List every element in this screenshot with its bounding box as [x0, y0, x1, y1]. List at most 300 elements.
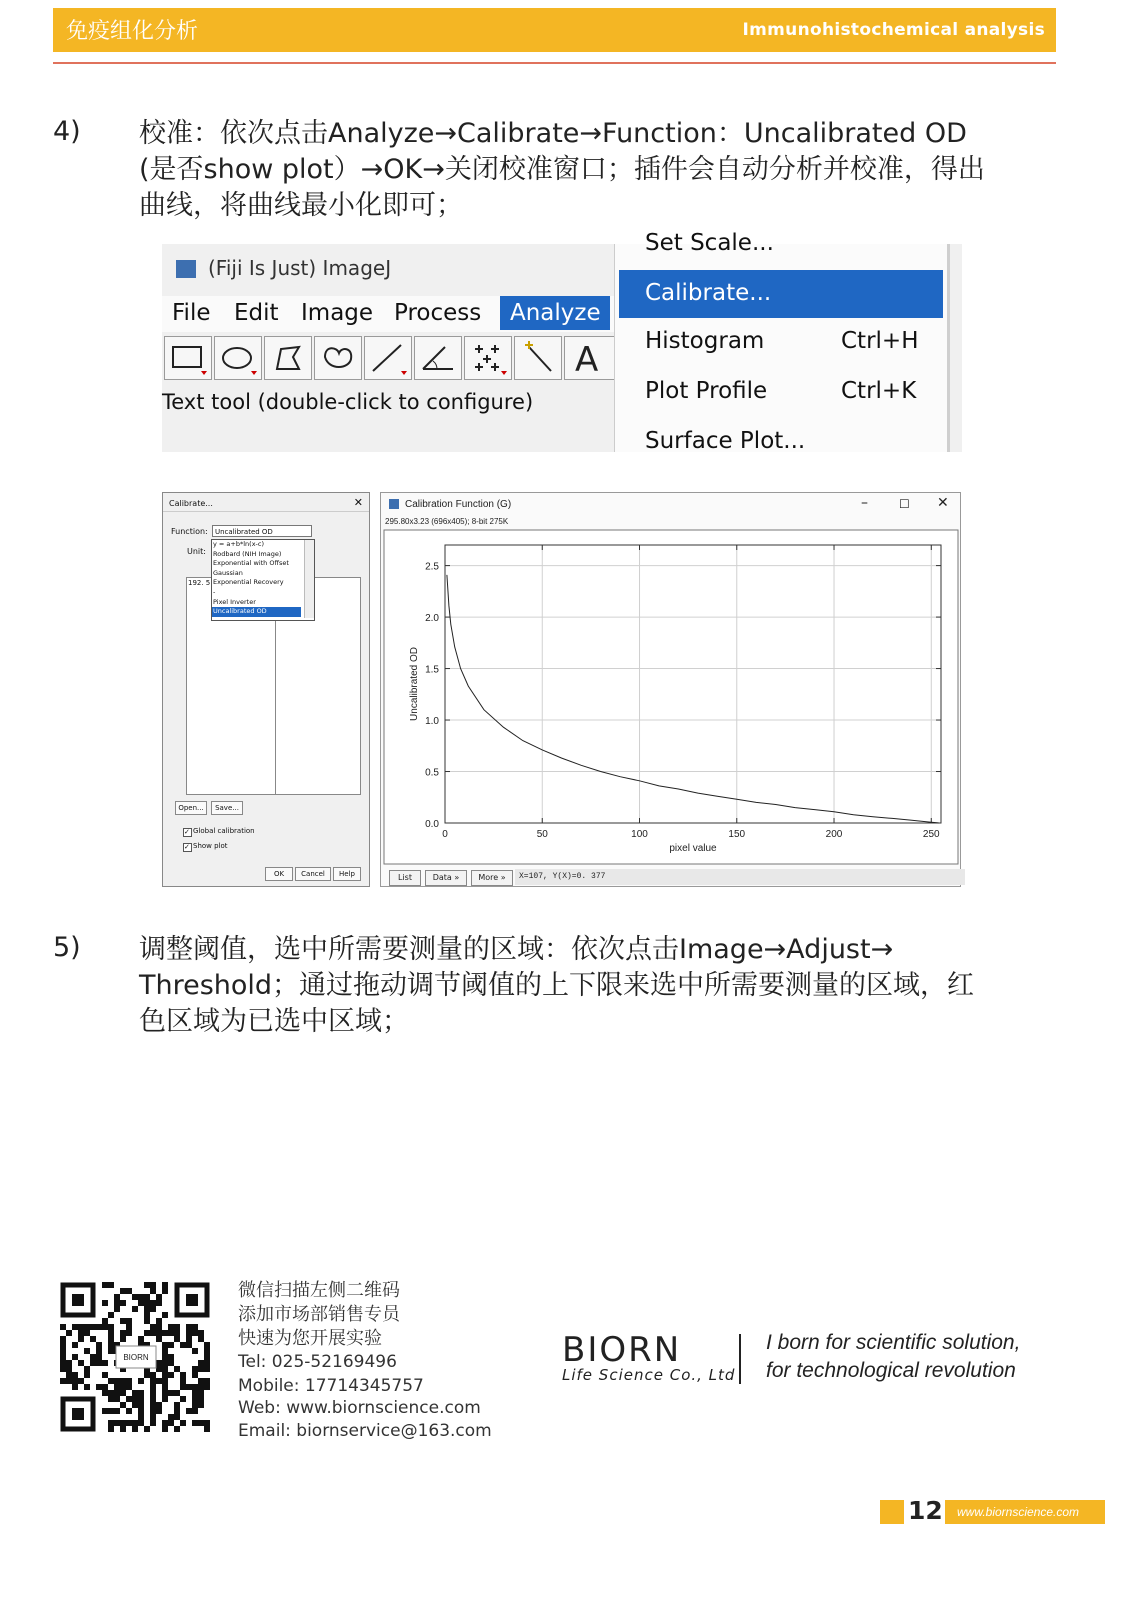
qr-module	[108, 1426, 114, 1432]
qr-module	[156, 1336, 162, 1342]
qr-module	[192, 1396, 198, 1402]
brand-subtitle: Life Science Co., Ltd	[562, 1366, 736, 1384]
qr-module	[72, 1324, 78, 1330]
list-scrollbar[interactable]	[304, 540, 314, 618]
qr-module	[126, 1318, 132, 1324]
qr-module	[156, 1378, 162, 1384]
qr-module	[78, 1330, 84, 1336]
minimize-icon[interactable]: –	[861, 495, 868, 511]
qr-module	[150, 1324, 156, 1330]
menu-item-set-scale[interactable]: Set Scale...	[645, 230, 774, 256]
qr-module	[174, 1336, 180, 1342]
wechat-qr-code-icon	[60, 1282, 210, 1432]
qr-module	[108, 1378, 114, 1384]
qr-module	[186, 1342, 192, 1348]
qr-module	[132, 1426, 138, 1432]
qr-module	[192, 1390, 198, 1396]
qr-module	[180, 1378, 186, 1384]
qr-module	[168, 1372, 174, 1378]
qr-module	[108, 1330, 114, 1336]
qr-module	[60, 1324, 66, 1330]
footer-tel: Tel: 025-52169496	[238, 1352, 397, 1372]
qr-module	[66, 1366, 72, 1372]
qr-module	[84, 1330, 90, 1336]
qr-module	[114, 1396, 120, 1402]
histogram-shortcut: Ctrl+H	[841, 328, 919, 354]
qr-module	[126, 1420, 132, 1426]
qr-module	[204, 1420, 210, 1426]
qr-module	[150, 1420, 156, 1426]
qr-module	[156, 1366, 162, 1372]
qr-module	[102, 1282, 108, 1288]
qr-module	[162, 1426, 168, 1432]
qr-module	[138, 1378, 144, 1384]
page-number-accent	[880, 1500, 904, 1524]
qr-module	[192, 1408, 198, 1414]
qr-module	[156, 1318, 162, 1324]
qr-module	[156, 1360, 162, 1366]
qr-module	[168, 1390, 174, 1396]
qr-module	[60, 1366, 66, 1372]
calibration-window-title: Calibration Function (G)	[405, 499, 512, 510]
qr-module	[162, 1360, 168, 1366]
footer-mobile: Mobile: 17714345757	[238, 1376, 424, 1396]
qr-module	[120, 1420, 126, 1426]
cancel-button[interactable]: Cancel	[295, 867, 331, 881]
qr-module	[60, 1354, 66, 1360]
list-item[interactable]: Gaussian	[213, 568, 243, 577]
qr-module	[96, 1324, 102, 1330]
qr-module	[150, 1408, 156, 1414]
qr-module	[150, 1384, 156, 1390]
imagej-window-title: (Fiji Is Just) ImageJ	[208, 256, 392, 280]
qr-module	[108, 1324, 114, 1330]
qr-module	[186, 1330, 192, 1336]
qr-module	[126, 1324, 132, 1330]
qr-module	[120, 1288, 126, 1294]
open-button[interactable]: Open...	[175, 801, 207, 815]
show-plot-label: Show plot	[193, 842, 228, 850]
textarea-value: 192. 5	[188, 579, 211, 587]
qr-module	[132, 1294, 138, 1300]
menu-image[interactable]: Image	[301, 300, 374, 326]
list-item[interactable]: Pixel Inverter	[213, 597, 256, 606]
qr-module	[186, 1324, 192, 1330]
qr-module	[102, 1324, 108, 1330]
qr-module	[162, 1420, 168, 1426]
qr-module	[156, 1300, 162, 1306]
qr-module	[168, 1330, 174, 1336]
footer-email: Email: biornservice@163.com	[238, 1421, 492, 1441]
menu-item-histogram[interactable]: Histogram	[645, 328, 765, 354]
qr-module	[114, 1300, 120, 1306]
y-tick-label: 2.5	[425, 561, 439, 573]
qr-module	[108, 1342, 114, 1348]
qr-module	[168, 1360, 174, 1366]
qr-module	[174, 1366, 180, 1372]
qr-module	[102, 1384, 108, 1390]
header-title-cn: 免疫组化分析	[66, 19, 199, 44]
qr-module	[84, 1348, 90, 1354]
qr-module	[168, 1414, 174, 1420]
qr-module	[162, 1354, 168, 1360]
qr-module	[174, 1426, 180, 1432]
unit-label: Unit:	[187, 547, 206, 556]
qr-module	[144, 1372, 150, 1378]
qr-module	[192, 1324, 198, 1330]
qr-module	[144, 1282, 150, 1288]
qr-module	[204, 1384, 210, 1390]
imagej-screenshot	[162, 230, 962, 454]
qr-module	[90, 1324, 96, 1330]
imagej-status-bar: Text tool (double-click to configure)	[162, 390, 534, 414]
qr-module	[204, 1426, 210, 1432]
qr-module	[162, 1342, 168, 1348]
step-4-line-1: 校准：依次点击Analyze→Calibrate→Function：Uncalibrated OD	[139, 118, 967, 149]
maximize-icon[interactable]: ☐	[899, 497, 910, 511]
qr-module	[198, 1360, 204, 1366]
ok-button[interactable]: OK	[265, 867, 293, 881]
list-item[interactable]: Rodbard (NIH Image)	[213, 549, 282, 558]
y-tick-label: 1.5	[425, 664, 439, 676]
qr-module	[198, 1378, 204, 1384]
qr-module	[126, 1330, 132, 1336]
qr-module	[138, 1336, 144, 1342]
qr-module	[132, 1420, 138, 1426]
qr-module	[114, 1378, 120, 1384]
qr-module	[162, 1396, 168, 1402]
qr-module	[126, 1378, 132, 1384]
footer-web: Web: www.biornscience.com	[238, 1398, 481, 1418]
qr-module	[198, 1384, 204, 1390]
qr-module	[162, 1312, 168, 1318]
qr-module	[102, 1408, 108, 1414]
line-tool-icon[interactable]	[364, 336, 412, 380]
oval-tool-icon[interactable]	[214, 336, 262, 380]
qr-module	[60, 1342, 66, 1348]
qr-module	[78, 1378, 84, 1384]
function-label: Function:	[171, 527, 208, 536]
qr-module	[204, 1342, 210, 1348]
qr-module	[132, 1396, 138, 1402]
function-select[interactable]: Uncalibrated OD	[212, 525, 312, 537]
qr-module	[108, 1396, 114, 1402]
qr-module	[102, 1360, 108, 1366]
qr-module	[162, 1384, 168, 1390]
qr-module	[162, 1288, 168, 1294]
step-5-number: 5)	[53, 932, 81, 963]
close-icon[interactable]: ✕	[937, 495, 949, 511]
qr-module	[150, 1402, 156, 1408]
qr-module	[198, 1366, 204, 1372]
qr-module	[114, 1306, 120, 1312]
qr-module	[90, 1360, 96, 1366]
calibration-plot	[383, 529, 959, 865]
save-button[interactable]: Save...	[211, 801, 243, 815]
list-button[interactable]: List	[389, 870, 421, 886]
qr-module	[132, 1390, 138, 1396]
qr-module	[108, 1336, 114, 1342]
qr-module	[192, 1420, 198, 1426]
qr-module	[144, 1318, 150, 1324]
brand-divider	[739, 1334, 741, 1384]
step-5-text	[139, 932, 1059, 1040]
qr-module	[114, 1390, 120, 1396]
qr-module	[198, 1336, 204, 1342]
qr-module	[150, 1396, 156, 1402]
qr-module	[132, 1402, 138, 1408]
qr-module	[60, 1348, 66, 1354]
qr-module	[102, 1390, 108, 1396]
page-website: www.biornscience.com	[945, 1500, 1105, 1524]
brand-logo: BIORN	[562, 1330, 682, 1370]
close-icon[interactable]: ✕	[353, 496, 363, 509]
qr-module	[204, 1360, 210, 1366]
qr-module	[126, 1384, 132, 1390]
qr-module	[102, 1318, 108, 1324]
qr-module	[84, 1372, 90, 1378]
qr-module	[102, 1300, 108, 1306]
qr-module	[72, 1378, 78, 1384]
qr-module	[186, 1408, 192, 1414]
global-calibration-checkbox[interactable]: ✓	[183, 828, 192, 837]
qr-module	[120, 1336, 126, 1342]
qr-module	[84, 1384, 90, 1390]
list-item[interactable]: y = a+b*ln(x-c)	[213, 540, 264, 548]
qr-module	[102, 1372, 108, 1378]
step-4-line-3: 曲线，将曲线最小化即可；	[139, 190, 463, 221]
qr-module	[144, 1306, 150, 1312]
menu-item-plot-profile[interactable]: Plot Profile	[645, 378, 768, 404]
qr-module	[108, 1390, 114, 1396]
more-button[interactable]: More »	[471, 870, 513, 886]
polygon-tool-icon[interactable]	[264, 336, 312, 380]
menu-process[interactable]: Process	[394, 300, 482, 326]
qr-module	[174, 1408, 180, 1414]
footer-cn-line-2: 添加市场部销售专员	[238, 1304, 400, 1325]
step-5-line-1: 调整阈值，选中所需要测量的区域：依次点击Image→Adjust→	[139, 934, 894, 965]
qr-module	[96, 1384, 102, 1390]
menu-file[interactable]: File	[172, 300, 211, 326]
qr-module	[204, 1348, 210, 1354]
qr-module	[156, 1330, 162, 1336]
qr-module	[162, 1366, 168, 1372]
qr-module	[126, 1396, 132, 1402]
qr-module	[150, 1288, 156, 1294]
fiji-icon	[176, 260, 196, 278]
qr-module	[108, 1408, 114, 1414]
qr-module	[120, 1384, 126, 1390]
qr-module	[192, 1348, 198, 1354]
qr-module	[180, 1384, 186, 1390]
x-tick-label: 50	[536, 829, 548, 840]
step-5-line-2: Threshold；通过拖动调节阈值的上下限来选中所需要测量的区域，红	[139, 970, 975, 1001]
calibrate-dialog-title: Calibrate...	[169, 499, 213, 508]
qr-module	[162, 1378, 168, 1384]
title-divider	[163, 511, 369, 512]
qr-module	[96, 1348, 102, 1354]
qr-logo-text: BIORN	[123, 1353, 149, 1362]
qr-module	[192, 1372, 198, 1378]
angle-tool-icon[interactable]	[414, 336, 462, 380]
y-tick-label: 0.5	[425, 767, 439, 779]
list-item[interactable]: Exponential Recovery	[213, 578, 284, 587]
qr-module	[156, 1324, 162, 1330]
calibrate-dialog	[162, 492, 370, 887]
qr-module	[162, 1348, 168, 1354]
help-button[interactable]: Help	[333, 867, 361, 881]
qr-module	[180, 1342, 186, 1348]
qr-module	[156, 1408, 162, 1414]
qr-module	[174, 1324, 180, 1330]
qr-module	[198, 1390, 204, 1396]
qr-module	[78, 1324, 84, 1330]
qr-module	[168, 1324, 174, 1330]
qr-module	[132, 1306, 138, 1312]
qr-module	[66, 1378, 72, 1384]
qr-module	[90, 1354, 96, 1360]
qr-module	[168, 1354, 174, 1360]
plot-profile-shortcut: Ctrl+K	[841, 378, 917, 404]
cursor-readout: X=107, Y(X)=0. 377	[515, 869, 965, 885]
qr-module	[168, 1342, 174, 1348]
wand-tool-icon[interactable]	[514, 336, 562, 380]
qr-module	[72, 1354, 78, 1360]
step-4-line-2: (是否show plot）→OK→关闭校准窗口；插件会自动分析并校准，得出	[139, 154, 985, 185]
qr-module	[180, 1396, 186, 1402]
menu-edit[interactable]: Edit	[234, 300, 279, 326]
qr-module	[114, 1408, 120, 1414]
page-number: 12	[908, 1496, 943, 1525]
qr-module	[180, 1372, 186, 1378]
qr-module	[174, 1402, 180, 1408]
menu-analyze[interactable]: Analyze	[500, 296, 610, 330]
qr-module	[150, 1330, 156, 1336]
qr-module	[78, 1360, 84, 1366]
step-5-line-3: 色区域为已选中区域；	[139, 1006, 409, 1037]
qr-module	[108, 1420, 114, 1426]
qr-module	[174, 1414, 180, 1420]
fiji-icon	[389, 499, 399, 509]
qr-module	[180, 1420, 186, 1426]
menu-item-surface-plot[interactable]: Surface Plot...	[645, 428, 806, 454]
x-tick-label: 250	[922, 829, 940, 840]
qr-module	[204, 1366, 210, 1372]
footer-cn-line-3: 快速为您开展实验	[238, 1328, 382, 1349]
header-title-en: Immunohistochemical analysis	[742, 20, 1045, 40]
qr-module	[150, 1414, 156, 1420]
menu-item-calibrate[interactable]: Calibrate...	[645, 280, 772, 306]
qr-module	[126, 1408, 132, 1414]
qr-module	[108, 1348, 114, 1354]
x-tick-label: 100	[631, 829, 648, 840]
qr-module	[192, 1330, 198, 1336]
qr-module	[192, 1402, 198, 1408]
qr-module	[72, 1372, 78, 1378]
qr-module	[150, 1282, 156, 1288]
header-divider	[53, 62, 1056, 64]
list-item[interactable]: Exponential with Offset	[213, 559, 289, 568]
qr-module	[144, 1330, 150, 1336]
qr-module	[84, 1366, 90, 1372]
qr-module	[150, 1372, 156, 1378]
list-item[interactable]: -	[213, 587, 216, 596]
svg-text:A: A	[575, 340, 599, 380]
qr-module	[138, 1414, 144, 1420]
qr-module	[138, 1294, 144, 1300]
step-4-number: 4)	[53, 116, 81, 147]
qr-module	[204, 1354, 210, 1360]
data-button[interactable]: Data »	[425, 870, 467, 886]
qr-module	[138, 1408, 144, 1414]
qr-module	[120, 1378, 126, 1384]
qr-module	[144, 1294, 150, 1300]
qr-module	[198, 1330, 204, 1336]
qr-module	[114, 1294, 120, 1300]
qr-module	[168, 1420, 174, 1426]
qr-module	[96, 1342, 102, 1348]
qr-module	[192, 1384, 198, 1390]
point-tool-icon[interactable]	[464, 336, 512, 380]
qr-module	[114, 1384, 120, 1390]
y-tick-label: 0.0	[425, 819, 439, 830]
qr-module	[138, 1396, 144, 1402]
qr-module	[90, 1336, 96, 1342]
analyze-dropdown	[614, 230, 950, 454]
qr-module	[66, 1360, 72, 1366]
freehand-tool-icon[interactable]	[314, 336, 362, 380]
qr-module	[192, 1366, 198, 1372]
qr-module	[186, 1384, 192, 1390]
qr-module	[198, 1420, 204, 1426]
qr-module	[204, 1378, 210, 1384]
function-list[interactable]	[211, 539, 315, 621]
step-4-text	[139, 116, 1059, 224]
global-calibration-label: Global calibration	[193, 827, 255, 835]
slogan-line-2: for technological revolution	[766, 1359, 1016, 1382]
show-plot-checkbox[interactable]: ✓	[183, 843, 192, 852]
qr-module	[162, 1390, 168, 1396]
qr-module	[120, 1330, 126, 1336]
qr-module	[138, 1402, 144, 1408]
qr-module	[108, 1312, 114, 1318]
qr-module	[114, 1420, 120, 1426]
qr-module	[78, 1336, 84, 1342]
qr-module	[66, 1330, 72, 1336]
qr-module	[162, 1282, 168, 1288]
qr-module	[156, 1294, 162, 1300]
qr-module	[162, 1372, 168, 1378]
qr-module	[198, 1396, 204, 1402]
qr-module	[186, 1336, 192, 1342]
x-axis-label: pixel value	[669, 843, 717, 854]
qr-module	[120, 1318, 126, 1324]
qr-module	[174, 1390, 180, 1396]
text-tool-icon[interactable]	[564, 336, 614, 380]
x-tick-label: 150	[728, 829, 746, 840]
qr-module	[144, 1312, 150, 1318]
qr-module	[150, 1390, 156, 1396]
qr-module	[174, 1330, 180, 1336]
rectangle-tool-icon[interactable]	[164, 336, 212, 380]
qr-module	[120, 1402, 126, 1408]
list-item-selected[interactable]: Uncalibrated OD	[212, 607, 301, 617]
plot-frame	[384, 530, 958, 864]
qr-module	[120, 1300, 126, 1306]
qr-module	[138, 1300, 144, 1306]
qr-module	[66, 1372, 72, 1378]
slogan-line-1: I born for scientific solution,	[766, 1331, 1021, 1354]
